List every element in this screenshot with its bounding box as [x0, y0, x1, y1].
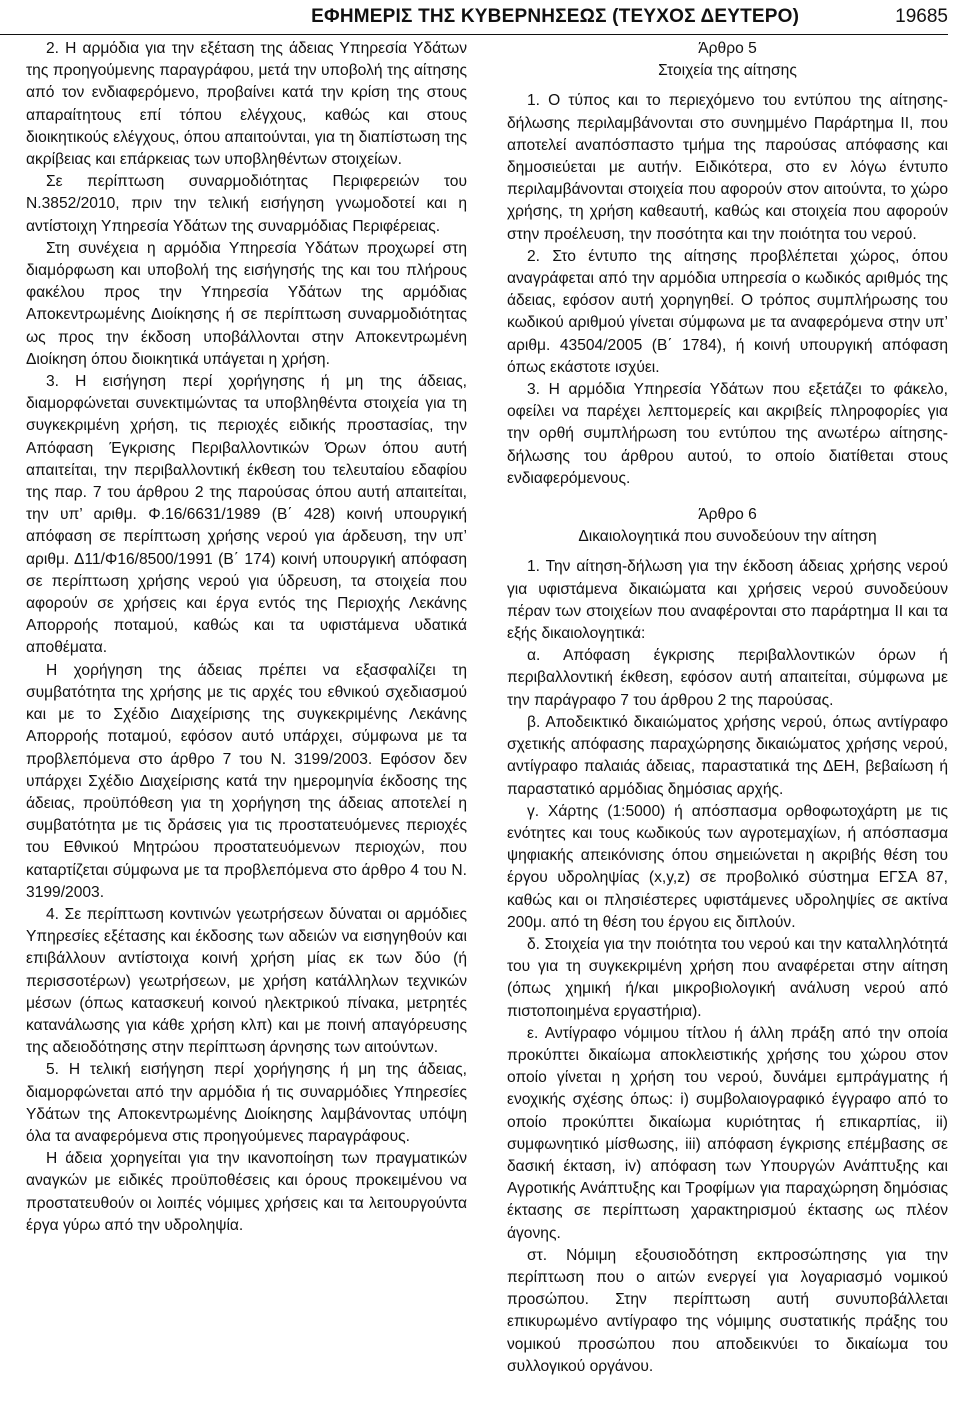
page-header [0, 0, 948, 35]
article-6-paragraph: β. Αποδεικτικό δικαιώματος χρήσης νερού, όπως αντίγραφο σχετικής απόφασης παραχώρησης δικαιώματος χρήσης νερού, αντίγραφο παλαιάς άδειας, παραστατικά της ΔΕΗ, βεβαίωση ή παραστατικό αρμόδιας δημόσιας αρχής. [507, 713, 948, 798]
article-6-paragraph: στ. Νόμιμη εξουσιοδότηση εκπροσώπησης για την περίπτωση που ο αιτών ενεργεί για λογαριασμό νομικού προσώπου. Στην περίπτωση αυτή συνυποβάλλεται επικυρωμένο αντίγραφο της νόμιμης συστατικής πράξης του νομικού προσώπου που αποδεικνύει το δικαίωμα του συλλογικού οργάνου. [507, 1246, 948, 1375]
article-6-subtitle: Δικαιολογητικά που συνοδεύουν την αίτηση [578, 528, 877, 546]
article-6-paragraph: α. Απόφαση έγκρισης περιβαλλοντικών όρων ή περιβαλλοντική έκθεση, εφόσον αυτή απαιτείται, σύμφωνα με την παράγραφο 7 του άρθρου 2 της παρούσας. [507, 647, 948, 709]
left-paragraph: 5. Η τελική εισήγηση περί χορήγησης ή μη της άδειας, διαμορφώνεται από την αρμόδια ή τις συναρμόδιες Υπηρεσίες Υδάτων της Αποκεντρωμένης Διοίκησης λαμβάνοντας υπόψη όλα τα αναφερόμενα στις προηγούμενες παραγράφους. [26, 1061, 467, 1145]
article-5-paragraph: 3. Η αρμόδια Υπηρεσία Υδάτων που εξετάζει το φάκελο, οφείλει να παρέχει λεπτομερείς και ακριβείς πληροφορίες για την ορθή συμπλήρωση του εντύπου της ανωτέρω αίτησης-δήλωσης του άρθρου αυτού, το οποίο διατίθεται στους ενδιαφερόμενους. [507, 381, 948, 487]
left-paragraph: Η χορήγηση της άδειας πρέπει να εξασφαλίζει τη συμβατότητα της χρήσης με τις αρχές του εθνικού σχεδιασμού και με το Σχέδιο Διαχείρισης της συγκεκριμένης Λεκάνης Απορροής ποταμού, εφόσον αυτό υπάρχει, σύμφωνα με τα προβλεπόμενα στο άρθρο 7 του Ν. 3199/2003. Εφόσον δεν υπάρχει Σχέδιο Διαχείρισης κατά την ημερομηνία έκδοσης της άδειας, προϋπόθεση για τη χορήγηση της άδειας αποτελεί η συμβατότητα με τις δράσεις για τις προστατευόμενες περιοχές του Εθνικού Μητρώου προστατευόμενων περιοχών, που καταρτίζεται σύμφωνα με τα προβλεπόμενα στο άρθρο 4 του Ν. 3199/2003. [26, 661, 467, 901]
article-6-paragraph: δ. Στοιχεία για την ποιότητα του νερού και την καταλληλότητά του για τη συγκεκριμένη χρήση που αναφέρεται στην αίτηση (όπως χημική ή/και μικροβιολογική ανάλυση νερού από πιστοποιημένα εργαστήρια). [507, 935, 948, 1020]
gazette-title: ΕΦΗΜΕΡΙΣ ΤΗΣ ΚΥΒΕΡΝΗΣΕΩΣ (ΤΕΥΧΟΣ ΔΕΥΤΕΡΟ) [311, 6, 800, 27]
text-columns [26, 38, 948, 1378]
article-5-paragraph: 2. Στο έντυπο της αίτησης προβλέπεται χώρος, όπου αναγράφεται από την αρμόδια υπηρεσία ο κωδικός αριθμός της άδειας, εφόσον αυτή χορηγηθεί. Ο τρόπος συμπλήρωσης του κωδικού αριθμού γίνεται σύμφωνα με τα αναφερόμενα στην υπ’ αριθμ. 43504/2005 (Β΄ 1784), ή κοινή υπουργική απόφαση όπως εκάστοτε ισχύει. [507, 247, 948, 376]
left-paragraph: 2. Η αρμόδια για την εξέταση της άδειας Υπηρεσία Υδάτων της προηγούμενης παραγράφου, μετά την υποβολή της αίτησης από τον ενδιαφερόμενο, προβαίνει κατά την κρίση της στους απαραίτητους επί τόπου ελέγχους, καθώς και στους διοικητικούς ελέγχους, όπου απαιτούνται, για τη διαπίστωση της ακρίβειας και επάρκειας των υποβληθέντων στοιχείων. [26, 40, 467, 169]
page-number: 19685 [895, 6, 948, 27]
article-6-paragraph: ε. Αντίγραφο νόμιμου τίτλου ή άλλη πράξη από την οποία προκύπτει δικαίωμα αποκλειστικής χρήσης του χώρου στον οποίο γίνεται η χρήση του νερού, δυνάμει εμπράγματης ή ενοχικής σχέσης όπως: i) συμβολαιογραφικό έγγραφο από το οποίο προκύπτει δικαίωμα κυριότητας ή επικαρπίας, ii) συμφωνητικό μίσθωσης, iii) απόφαση έγκρισης επέμβασης σε δασική έκταση, iv) απόφαση των Υπουργών Ανάπτυξης και Αγροτικής Ανάπτυξης και Τροφίμων για παραχώρηση δημόσιας έκτασης σε περίπτωση χαρακτηρισμού έκτασης ως πλέον άγονης. [507, 1024, 948, 1242]
article-5-title: Άρθρο 5 [698, 40, 757, 57]
article-6-title: Άρθρο 6 [698, 506, 757, 524]
left-paragraph: Η άδεια χορηγείται για την ικανοποίηση των πραγματικών αναγκών με ειδικές προϋποθέσεις και όρους προκειμένου να προστατευθούν οι λοιπές νόμιμες χρήσεις και τα λειτουργούντα έργα γύρω από την υδροληψία. [26, 1150, 467, 1234]
article-6-paragraph: 1. Την αίτηση-δήλωση για την έκδοση άδειας χρήσης νερού για υφιστάμενα δικαιώματα και χρήσεις νερού συνοδεύουν πέραν των στοιχείων που αναφέρονται στο παράρτημα ΙΙ και τα εξής δικαιολογητικά: [507, 558, 948, 643]
left-paragraph: Στη συνέχεια η αρμόδια Υπηρεσία Υδάτων προχωρεί στη διαμόρφωση και υποβολή της εισήγησής της και του πλήρους φακέλου προς την Υπηρεσία Υδάτων της αρμόδιας Αποκεντρωμένης Διοίκησης ή σε περίπτωση συναρμοδιότητας ως προς την έκδοση υποβάλλονται στην Αποκεντρωμένη Διοίκηση όπου διοικητικά υπάγεται η χρήση. [26, 239, 467, 368]
article-6-paragraph: γ. Χάρτης (1:5000) ή απόσπασμα ορθοφωτοχάρτη με τις ενότητες και τους κωδικούς των αγροτεμαχίων, ή απόσπασμα ψηφιακής απεικόνισης όπου σημειώνεται η ακριβής θέση του έργου υδροληψίας (x,y,z) σε προβολικό σύστημα ΕΓΣΑ 87, καθώς και οι πλησιέστερες υφιστάμενες υδροληψίες σε ακτίνα 200μ. από τη θέση του έργου εις διπλούν. [507, 802, 948, 931]
article-5-paragraph: 1. Ο τύπος και το περιεχόμενο του εντύπου της αίτησης-δήλωσης περιλαμβάνονται στο συνημμένο Παράρτημα ΙΙ, που αποτελεί αναπόσπαστο τμήμα της παρούσας απόφασης και δημοσιεύεται με αυτήν. Ειδικότερα, στο εν λόγω έντυπο περιλαμβάνονται στοιχεία που αφορούν στον αιτούντα, το χώρο χρήσης, τη χρήση καθεαυτή, καθώς και στοιχεία που αφορούν στην προέλευση, την ποσότητα και την ποιότητα του νερού. [507, 92, 948, 243]
article-5-subtitle: Στοιχεία της αίτησης [658, 62, 797, 80]
left-paragraph: 3. Η εισήγηση περί χορήγησης ή μη της άδειας, διαμορφώνεται συνεκτιμώντας τα υποβληθέντα στοιχεία για τη συγκεκριμένη χρήση, τις περιοχές ειδικής προστασίας, την Απόφαση Έγκρισης Περιβαλλοντικών Όρων όπου αυτή απαιτείται, την περιβαλλοντική έκθεση του τελευταίου εδαφίου της παρ. 7 του άρθρου 2 της παρούσας όπου αυτή απαιτείται, την υπ’ αριθμ. Φ.16/6631/1989 (Β΄ 428) κοινή υπουργική απόφαση σε περίπτωση χρήσης νερού για άρδευση, την υπ’ αριθμ. Δ11/Φ16/8500/1991 (Β΄ 174) κοινή υπουργική απόφαση σε περίπτωση χρήσης νερού για ύδρευση, τα στοιχεία που αφορούν σε χρήσεις και έργα εντός της Περιοχής Λεκάνης Απορροής ποταμού, καθώς και τα υφιστάμενα υδατικά αποθέματα. [26, 373, 467, 657]
right-column [507, 38, 948, 1378]
left-paragraph: Σε περίπτωση συναρμοδιότητας Περιφερειών του Ν.3852/2010, πριν την τελική εισήγηση γνωμοδοτεί και η αντίστοιχη Υπηρεσία Υδάτων της συναρμόδιας Περιφέρειας. [26, 173, 467, 235]
left-paragraph: 4. Σε περίπτωση κοντινών γεωτρήσεων δύναται οι αρμόδιες Υπηρεσίες εξέτασης και έκδοσης των αδειών να εισηγηθούν και επιβάλλουν αντίστοιχα κοινή χρήση μίας εκ των δύο (ή περισσοτέρων) γεωτρήσεων, με χρήση κατάλληλων τεχνικών μέσων (όπως κατασκευή κοινού ηλεκτρικού πίνακα, μετρητές κατανάλωσης για κάθε χρήση κλπ) και με ποινή απαγόρευσης της αδειοδότησης στην περίπτωση άρνησης των αιτούντων. [26, 905, 467, 1057]
left-column [26, 38, 467, 1378]
